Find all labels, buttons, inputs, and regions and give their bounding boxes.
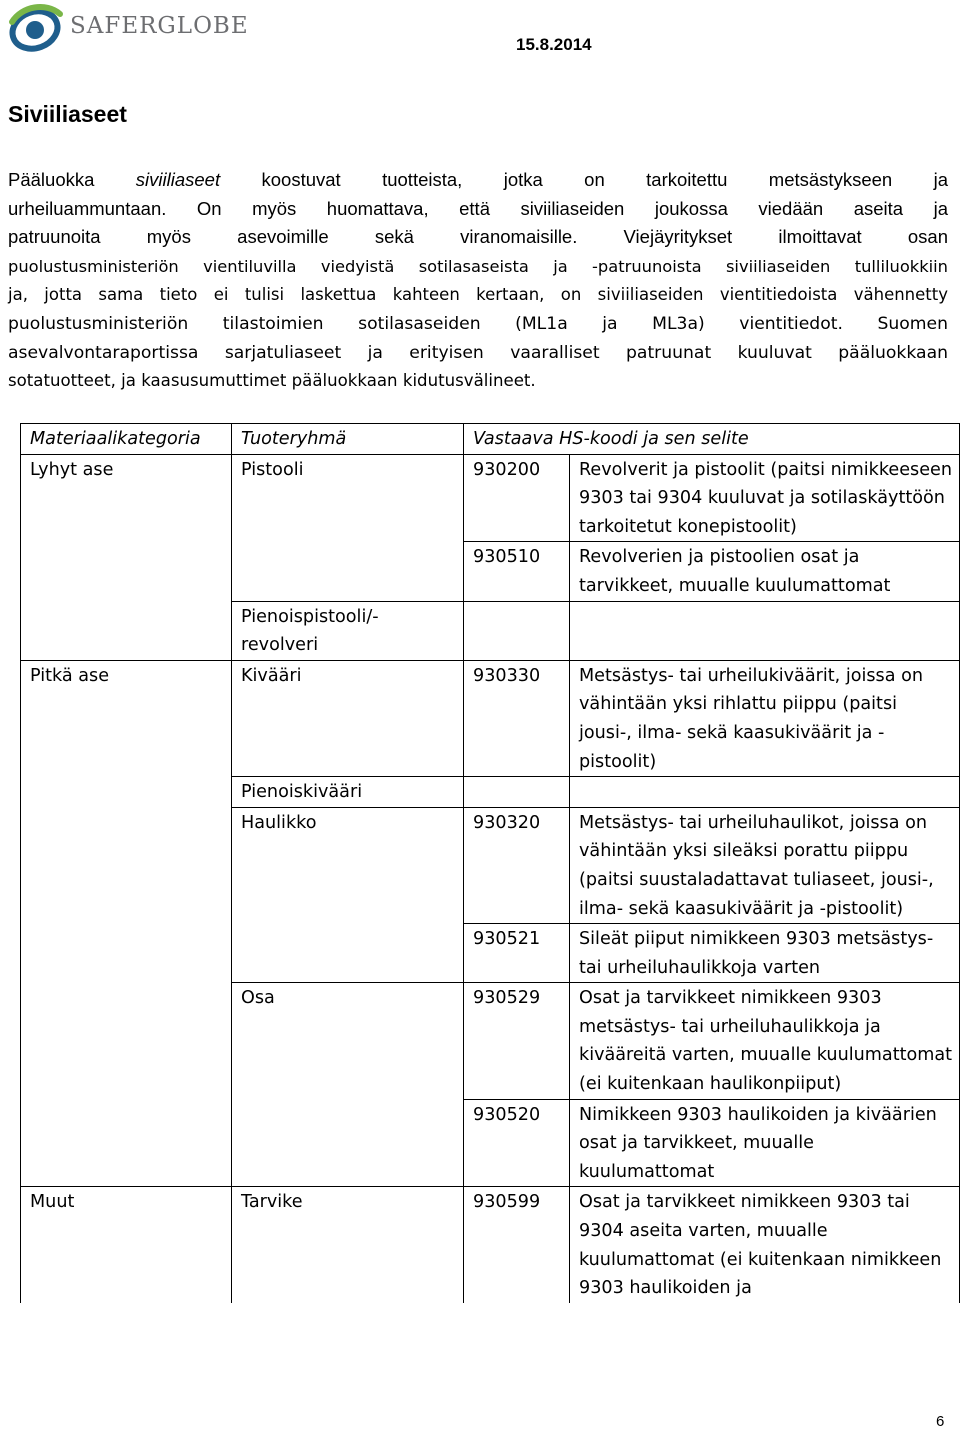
italic-term: siviiliaseet (135, 169, 221, 190)
cell-code (464, 777, 570, 808)
saferglobe-logo (6, 0, 249, 56)
cell-code: 930320 (464, 807, 570, 923)
table-row (21, 983, 960, 1099)
cell-desc: Metsästys- tai urheilukiväärit, joissa on vähintään yksi rihlattu piippu (paitsi jousi-, ilma- sekä kaasukiväärit ja -pistoolit) (570, 660, 960, 776)
table-row (21, 777, 960, 808)
cell-category (21, 924, 232, 983)
cell-group: Kivääri (232, 660, 464, 776)
cell-code: 930520 (464, 1099, 570, 1187)
table-row (21, 454, 960, 542)
cell-category (21, 601, 232, 660)
table-row (21, 1099, 960, 1187)
cell-desc: Osat ja tarvikkeet nimikkeen 9303 metsästys- tai urheiluhaulikkoja ja kivääreitä varten, muualle kuulumattomat (ei kuitenkaan haulikonpiiput) (570, 983, 960, 1099)
paragraph-line: sotatuotteet, ja kaasusumuttimet pääluokkaan kidutusvälineet. (8, 371, 536, 391)
cell-code: 930529 (464, 983, 570, 1099)
cell-category (21, 542, 232, 601)
cell-desc (570, 777, 960, 808)
cell-category (21, 777, 232, 808)
cell-category: Lyhyt ase (21, 454, 232, 542)
table-row (21, 601, 960, 660)
table-row (21, 542, 960, 601)
paragraph-line: patruunoita myös asevoimille sekä viranomaisille. Viejäyritykset ilmoittavat osan (8, 226, 948, 248)
section-title: Siviiliaseet (8, 101, 127, 127)
cell-desc: Metsästys- tai urheiluhaulikot, joissa on vähintään yksi sileäksi porattu piippu (paitsi suustaladattavat tuliaseet, jousi-, ilma- sekä kaasukiväärit ja -pistoolit) (570, 807, 960, 923)
intro-paragraph (8, 166, 948, 396)
document-date: 15.8.2014 (516, 35, 592, 54)
table-row (21, 1187, 960, 1303)
cell-group: Pistooli (232, 454, 464, 542)
hs-code-table (20, 423, 960, 1303)
cell-code (464, 601, 570, 660)
cell-code: 930330 (464, 660, 570, 776)
cell-category (21, 983, 232, 1099)
header-hs: Vastaava HS-koodi ja sen selite (464, 424, 960, 455)
cell-group: Tarvike (232, 1187, 464, 1303)
paragraph-line: puolustusministeriön tilastoimien sotilasaseiden (ML1a ja ML3a) vientitiedot. Suomen (8, 313, 948, 334)
cell-group (232, 1099, 464, 1187)
paragraph-line: ja, jotta sama tieto ei tulisi laskettua kahteen kertaan, on siviiliaseiden vientitiedoista vähennetty (8, 285, 948, 305)
cell-group (232, 542, 464, 601)
paragraph-line: Pääluokka siviiliaseet koostuvat tuotteista, jotka on tarkoitettu metsästykseen ja (8, 169, 948, 190)
table-header-row (21, 424, 960, 455)
cell-group: Osa (232, 983, 464, 1099)
cell-code: 930200 (464, 454, 570, 542)
cell-desc: Revolverien ja pistoolien osat ja tarvikkeet, muualle kuulumattomat (570, 542, 960, 601)
paragraph-line: urheiluammuntaan. On myös huomattava, että siviiliaseiden joukossa viedään aseita ja (8, 197, 948, 219)
cell-category: Muut (21, 1187, 232, 1303)
cell-code: 930510 (464, 542, 570, 601)
paragraph-line: asevalvontaraportissa sarjatuliaseet ja erityisen vaaralliset patruunat kuuluvat pääluokkaan (8, 342, 948, 363)
cell-group: Pienoiskivääri (232, 777, 464, 808)
cell-group (232, 924, 464, 983)
cell-category (21, 1099, 232, 1187)
cell-group: Pienoispistooli/-revolveri (232, 601, 464, 660)
cell-category (21, 807, 232, 923)
cell-group: Haulikko (232, 807, 464, 923)
cell-desc: Nimikkeen 9303 haulikoiden ja kiväärien osat ja tarvikkeet, muualle kuulumattomat (570, 1099, 960, 1187)
cell-desc: Revolverit ja pistoolit (paitsi nimikkeeseen 9303 tai 9304 kuuluvat ja sotilaskäyttöön tarkoitetut konepistoolit) (570, 454, 960, 542)
page-number: 6 (936, 1413, 945, 1430)
table-row (21, 924, 960, 983)
header-group: Tuoteryhmä (232, 424, 464, 455)
paragraph-line: puolustusministeriön vientiluvilla viedyistä sotilasaseista ja -patruunoista siviiliaseiden tulliluokkiin (8, 256, 948, 276)
logo-wordmark: SAFERGLOBE (70, 13, 249, 39)
header-category: Materiaalikategoria (21, 424, 232, 455)
table-row (21, 807, 960, 923)
table-row (21, 660, 960, 776)
cell-desc: Sileät piiput nimikkeen 9303 metsästys- tai urheiluhaulikkoja varten (570, 924, 960, 983)
globe-icon (6, 0, 68, 56)
cell-desc: Osat ja tarvikkeet nimikkeen 9303 tai 9304 aseita varten, muualle kuulumattomat (ei kuitenkaan nimikkeen 9303 haulikoiden ja (570, 1187, 960, 1303)
cell-code: 930521 (464, 924, 570, 983)
cell-category: Pitkä ase (21, 660, 232, 776)
cell-desc (570, 601, 960, 660)
cell-code: 930599 (464, 1187, 570, 1303)
